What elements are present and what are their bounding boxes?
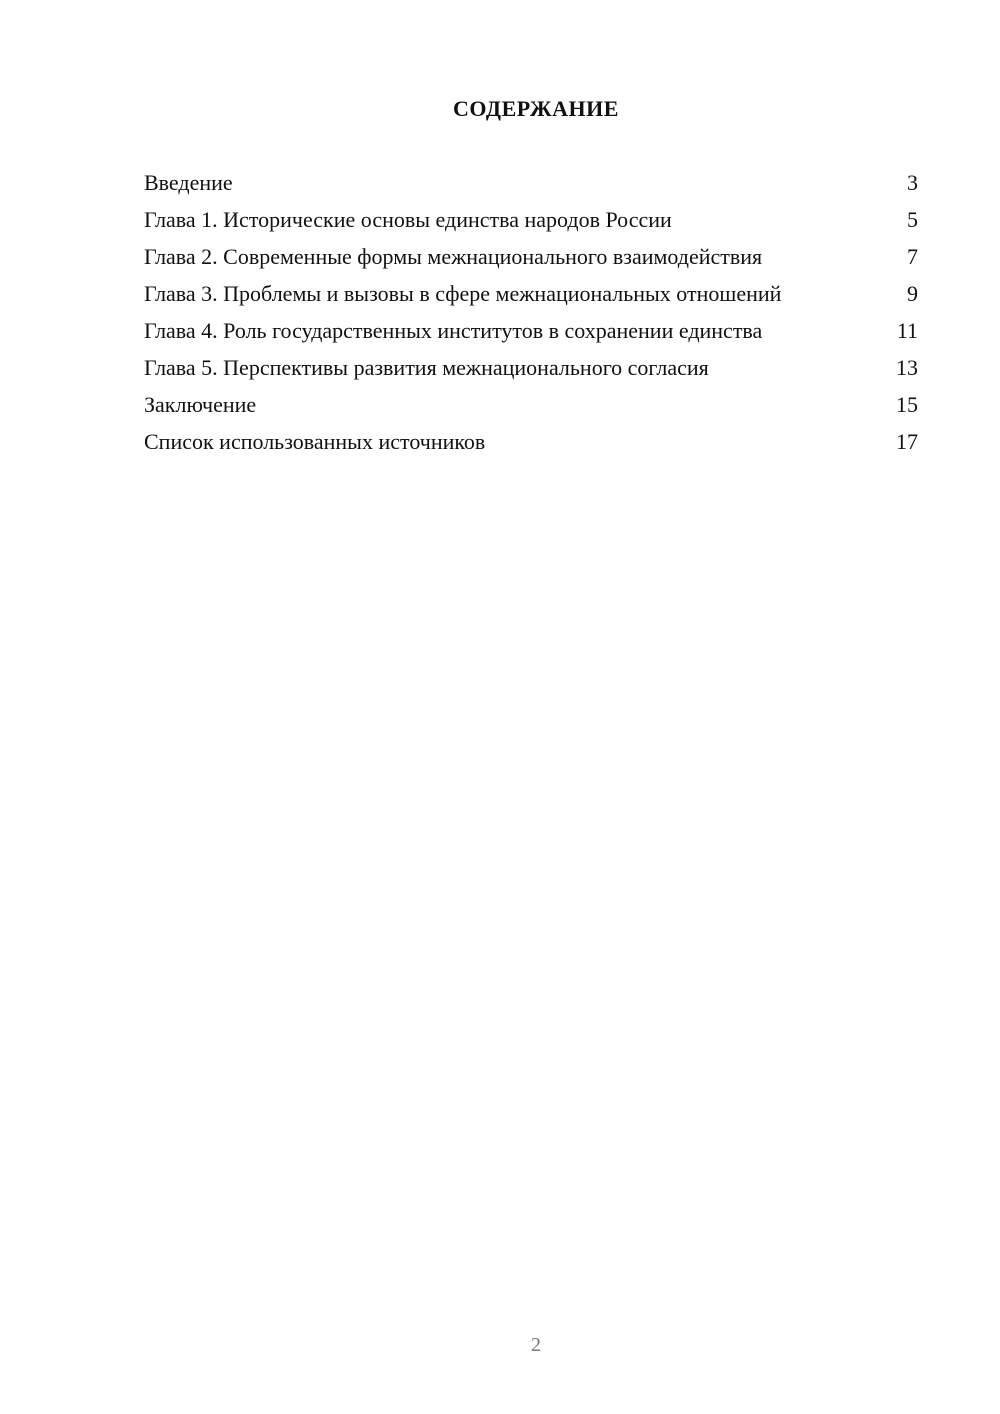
toc-entry-chapter-1[interactable] xyxy=(144,207,918,233)
toc-entry-text: Список использованных источников xyxy=(144,429,486,454)
toc-entry-page: 17 xyxy=(896,429,918,454)
toc-entry-text: Глава 1. Исторические основы единства народов России xyxy=(144,207,672,232)
toc-entry-chapter-4[interactable] xyxy=(144,318,918,344)
toc-entry-chapter-2[interactable] xyxy=(144,244,918,270)
toc-title: СОДЕРЖАНИЕ xyxy=(453,96,619,121)
toc-entry-text: Глава 2. Современные формы межнационального взаимодействия xyxy=(144,244,763,269)
toc-entry-chapter-3[interactable] xyxy=(144,281,918,307)
toc-entry-text: Введение xyxy=(144,170,233,195)
toc-entry-conclusion[interactable] xyxy=(144,392,918,418)
toc-entry-page: 11 xyxy=(896,318,918,343)
toc-entry-text: Заключение xyxy=(144,392,257,417)
toc-entry-text: Глава 3. Проблемы и вызовы в сфере межнациональных отношений xyxy=(144,281,782,306)
toc-entry-page: 5 xyxy=(907,207,918,232)
toc-entry-page: 3 xyxy=(907,170,918,195)
toc-entry-page: 7 xyxy=(907,244,918,269)
toc-entry-page: 9 xyxy=(907,281,918,306)
toc-entry-page: 13 xyxy=(896,355,918,380)
toc-entry-page: 15 xyxy=(896,392,918,417)
toc-entry-introduction[interactable] xyxy=(144,170,918,196)
toc-entry-references[interactable] xyxy=(144,429,918,455)
toc-entry-chapter-5[interactable] xyxy=(144,355,918,381)
page-number: 2 xyxy=(531,1334,541,1356)
toc-entry-text: Глава 4. Роль государственных институтов в сохранении единства xyxy=(144,318,763,343)
toc-entry-text: Глава 5. Перспективы развития межнационального согласия xyxy=(144,355,709,380)
table-of-contents xyxy=(144,170,918,466)
